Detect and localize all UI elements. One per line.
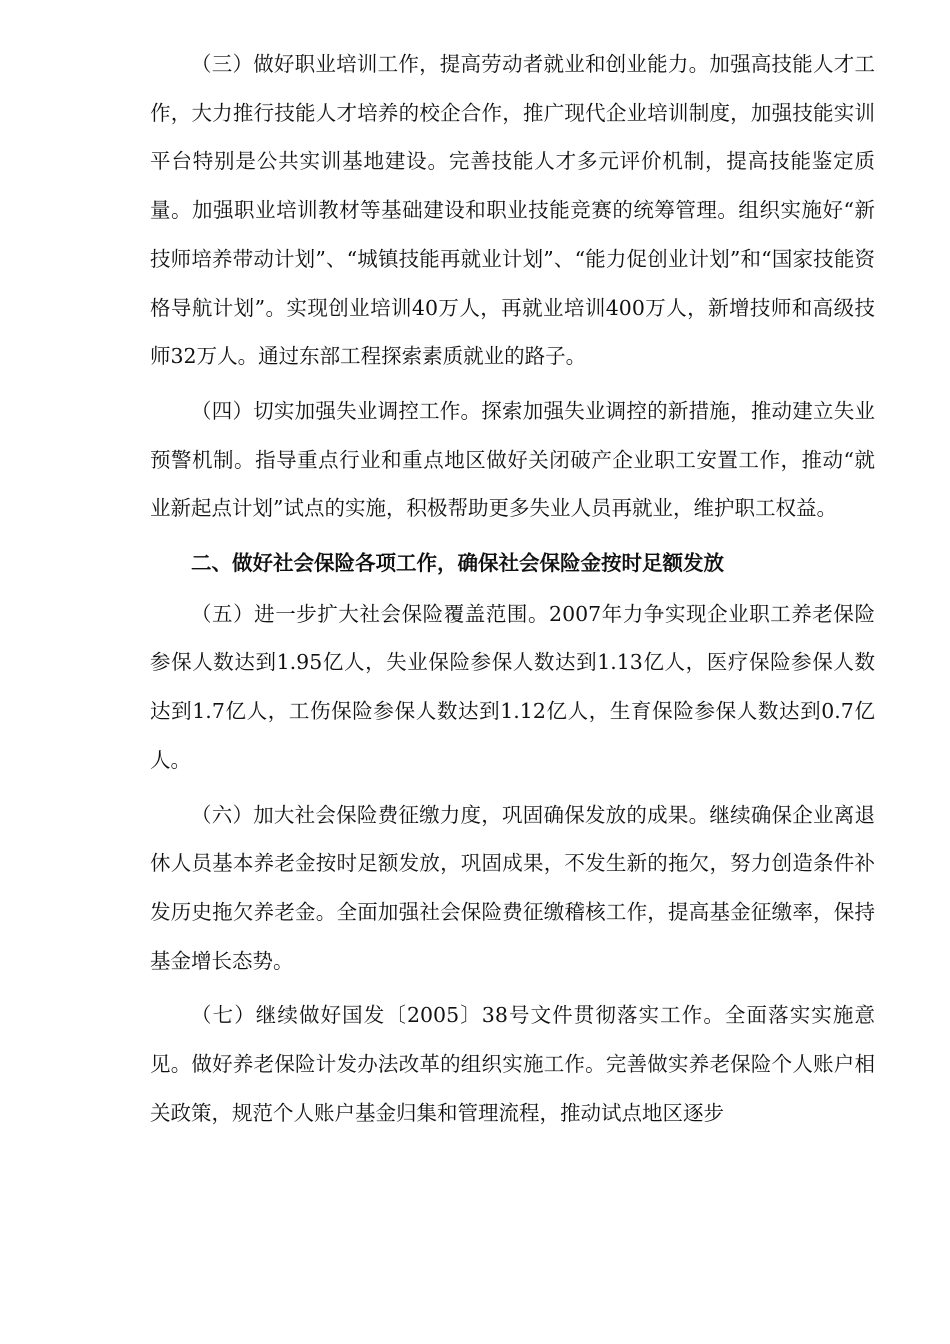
paragraph-vocational-training: （三）做好职业培训工作，提高劳动者就业和创业能力。加强高技能人才工作，大力推行技能人才培养的校企合作，推广现代企业培训制度，加强技能实训平台特别是公共实训基地建设。完善技能人才多元评价机制，提高技能鉴定质量。加强职业培训教材等基础建设和职业技能竞赛的统筹管理。组织实施好“新技师培养带动计划”、“城镇技能再就业计划”、“能力促创业计划”和“国家技能资格导航计划”。实现创业培训40万人，再就业培训400万人，新增技师和高级技师32万人。通过东部工程探索素质就业的路子。: [150, 52, 875, 369]
paragraph-insurance-coverage: （五）进一步扩大社会保险覆盖范围。2007年力争实现企业职工养老保险参保人数达到1.95亿人，失业保险参保人数达到1.13亿人，医疗保险参保人数达到1.7亿人，工伤保险参保人数达到1.12亿人，生育保险参保人数达到0.7亿人。: [150, 601, 875, 772]
section-heading-social-insurance: 二、做好社会保险各项工作，确保社会保险金按时足额发放: [191, 551, 724, 576]
paragraph-document-38-implementation: （七）继续做好国发〔2005〕38号文件贯彻落实工作。全面落实实施意见。做好养老保险计发办法改革的组织实施工作。完善做实养老保险个人账户相关政策，规范个人账户基金归集和管理流程，推动试点地区逐步: [150, 1003, 875, 1125]
document-body: [150, 40, 875, 1137]
paragraph-unemployment-control: （四）切实加强失业调控工作。探索加强失业调控的新措施，推动建立失业预警机制。指导重点行业和重点地区做好关闭破产企业职工安置工作，推动“就业新起点计划”试点的实施，积极帮助更多失业人员再就业，维护职工权益。: [150, 398, 875, 521]
paragraph-insurance-collection: （六）加大社会保险费征缴力度，巩固确保发放的成果。继续确保企业离退休人员基本养老金按时足额发放，巩固成果，不发生新的拖欠，努力创造条件补发历史拖欠养老金。全面加强社会保险费征缴稽核工作，提高基金征缴率，保持基金增长态势。: [150, 802, 875, 973]
